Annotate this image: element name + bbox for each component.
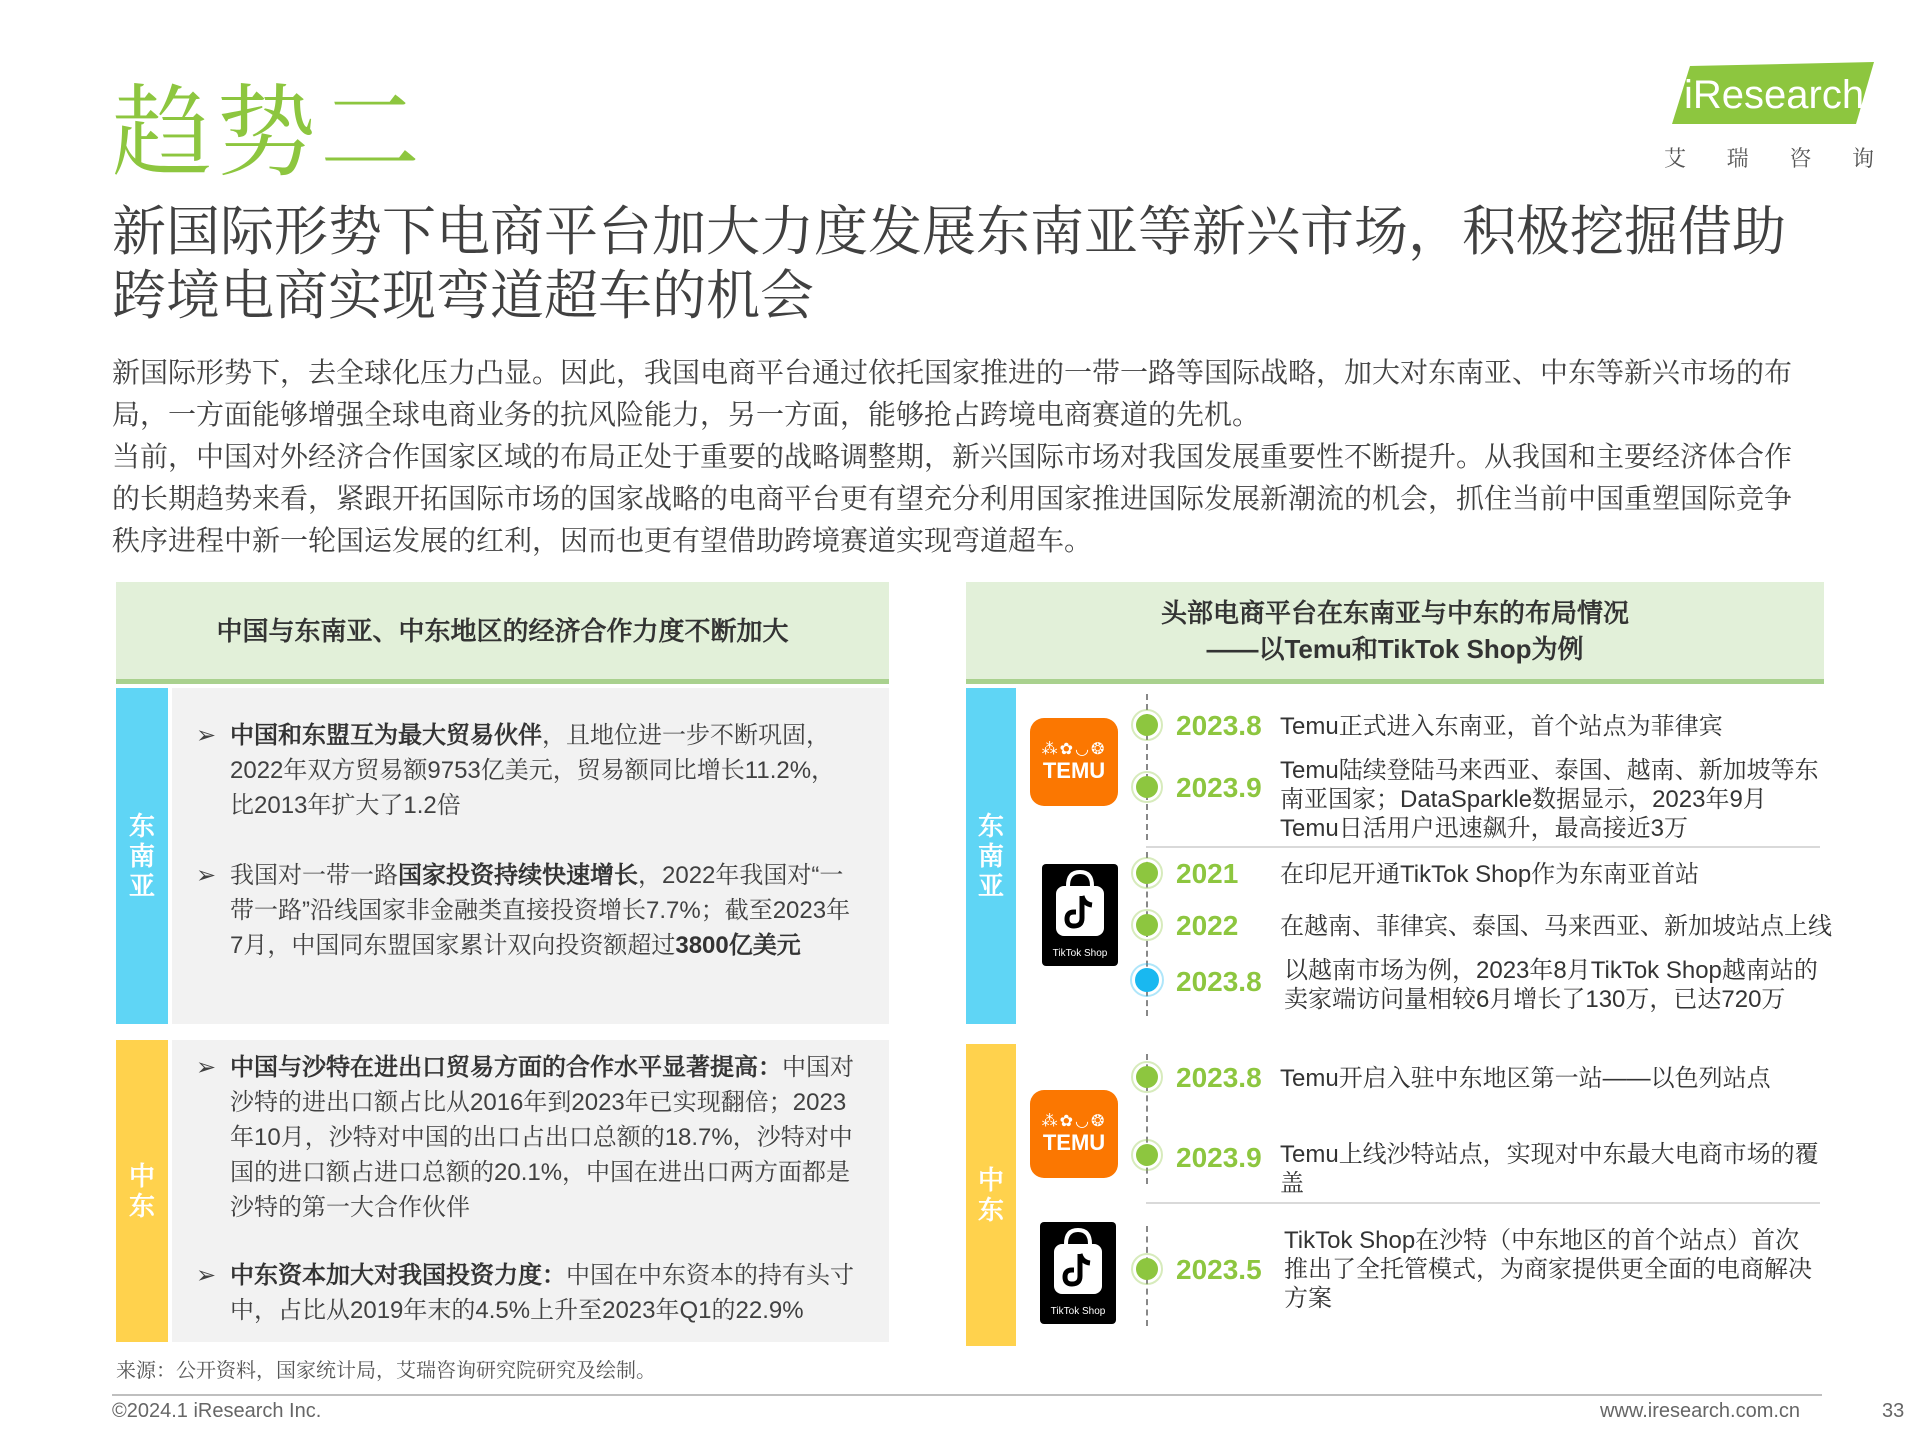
timeline-event: 在印尼开通TikTok Shop作为东南亚首站 [1280, 861, 1700, 888]
left-me-tab [116, 1040, 168, 1342]
temu-logo-text: TEMU [1042, 758, 1106, 783]
tiktok-shop-logo-text: TikTok Shop [1050, 1306, 1106, 1317]
intro-text [112, 352, 1812, 562]
timeline-separator [1146, 1202, 1820, 1204]
timeline-event: 在越南、菲律宾、泰国、马来西亚、新加坡站点上线 [1280, 913, 1832, 940]
temu-logo [1030, 718, 1118, 806]
website-link[interactable]: www.iresearch.com.cn [1600, 1400, 1801, 1422]
intro-paragraph-1: 新国际形势下，去全球化压力凸显。因此，我国电商平台通过依托国家推进的一带一路等国际战略，加大对东南亚、中东等新兴市场的布局，一方面能够增强全球电商业务的抗风险能力，另一方面，能够抢占跨境电商赛道的先机。 [112, 357, 1793, 430]
timeline-event: Temu上线沙特站点，实现对中东最大电商市场的覆盖 [1280, 1141, 1819, 1197]
arrow-bullet-icon: ➢ [196, 1054, 217, 1081]
tab-char: 东 [128, 811, 155, 841]
sea-bullet-2-bold: 国家投资持续快速增长 [398, 862, 638, 889]
temu-logo-icons: ⁂✿◡❂ [1041, 741, 1107, 758]
timeline-separator [1146, 846, 1820, 848]
me-bullet-1 [196, 1050, 856, 1225]
tiktok-shop-logo [1042, 864, 1118, 966]
iresearch-logo-mark [1668, 62, 1874, 124]
timeline-dot-icon [1136, 914, 1158, 936]
me-bullet-1-bold: 中国与沙特在进出口贸易方面的合作水平显著提高： [230, 1054, 782, 1081]
timeline-event: TikTok Shop在沙特（中东地区的首个站点）首次推出了全托管模式，为商家提供更全面的电商解决方案 [1284, 1227, 1812, 1312]
timeline-dot-icon [1136, 1066, 1158, 1088]
tiktok-shop-logo [1040, 1222, 1116, 1324]
right-me-tab [966, 1044, 1016, 1346]
left-me-content [172, 1040, 889, 1342]
tab-char: 亚 [977, 871, 1004, 901]
sea-bullet-2-text: ，2022年我国对“一带一路”沿线国家非金融类直接投资增长7.7%；截至2023年7月，中国同东盟国家累计双向投资额超过 [230, 862, 851, 959]
left-panel-title [116, 582, 889, 684]
tiktok-shop-logo-text: TikTok Shop [1052, 948, 1108, 959]
temu-logo-text: TEMU [1042, 1130, 1106, 1155]
tab-char: 南 [128, 841, 155, 871]
page-headline: 新国际形势下电商平台加大力度发展东南亚等新兴市场，积极挖掘借助跨境电商实现弯道超车的机会 [112, 202, 1786, 326]
tab-char: 中 [977, 1165, 1004, 1195]
sea-bullet-1-bold: 中国和东盟互为最大贸易伙伴 [230, 722, 542, 749]
tiktok-shop-bag-icon [1040, 1222, 1116, 1324]
timeline-year: 2023.9 [1176, 772, 1262, 803]
tab-char: 东 [977, 811, 1004, 841]
timeline-year: 2021 [1176, 858, 1239, 889]
me-bullet-2 [196, 1258, 856, 1328]
sea-bullet-2-bold-2: 3800亿美元 [675, 932, 801, 959]
arrow-bullet-icon: ➢ [196, 1262, 217, 1289]
timeline-event: Temu开启入驻中东地区第一站——以色列站点 [1280, 1065, 1771, 1092]
copyright: ©2024.1 iResearch Inc. [112, 1400, 322, 1422]
tab-char: 南 [977, 841, 1004, 871]
logo-cn-char: 询 [1851, 146, 1874, 171]
temu-logo [1030, 1090, 1118, 1178]
arrow-bullet-icon: ➢ [196, 722, 217, 749]
timeline-dot-icon [1135, 968, 1159, 992]
source-note: 来源：公开资料，国家统计局，艾瑞咨询研究院研究及绘制。 [116, 1360, 656, 1382]
timeline-year: 2023.9 [1176, 1142, 1262, 1173]
timeline-dot-icon [1136, 776, 1158, 798]
logo-chinese-name [1664, 142, 1874, 173]
logo-cn-char: 艾 [1664, 146, 1687, 171]
timeline-year: 2023.8 [1176, 1062, 1262, 1093]
trend-title: 趋势二 [112, 77, 424, 189]
me-bullet-2-text: 中国在中东资本的持有头寸中，占比从2019年末的4.5%上升至2023年Q1的22.9% [230, 1262, 854, 1324]
sea-bullet-2 [196, 858, 856, 963]
left-sea-content [172, 688, 889, 1024]
logo-cn-char: 瑞 [1726, 146, 1749, 171]
timeline-year: 2023.5 [1176, 1254, 1262, 1285]
left-panel-title-text: 中国与东南亚、中东地区的经济合作力度不断加大 [216, 615, 789, 646]
tab-char: 亚 [128, 871, 155, 901]
temu-logo-icons: ⁂✿◡❂ [1041, 1113, 1107, 1130]
timeline-dot-icon [1136, 862, 1158, 884]
right-sea-tab [966, 688, 1016, 1024]
timeline-event: Temu陆续登陆马来西亚、泰国、越南、新加坡等东南亚国家；DataSparkle数据显示，2023年9月Temu日活用户迅速飙升，最高接近3万 [1280, 757, 1819, 842]
iresearch-logo [1660, 62, 1876, 171]
timeline-year: 2023.8 [1176, 710, 1262, 741]
timeline-dot-icon [1136, 1144, 1158, 1166]
arrow-bullet-icon: ➢ [196, 862, 217, 889]
me-bullet-1-text: 中国对沙特的进出口额占比从2016年到2023年已实现翻倍；2023年10月，沙特对中国的出口占出口总额的18.7%，沙特对中国的进口额占进口总额的20.1%，中国在进出口两方面都是沙特的第一大合作伙伴 [230, 1054, 854, 1221]
timeline-dot-icon [1136, 714, 1158, 736]
logo-word-text: iResearch [1684, 73, 1865, 117]
right-panel-title [966, 582, 1824, 684]
timeline-dot-icon [1136, 1258, 1158, 1280]
tab-char: 中 [128, 1161, 155, 1191]
left-sea-tab [116, 688, 168, 1024]
sea-bullet-1 [196, 718, 856, 823]
tab-char: 东 [977, 1195, 1004, 1225]
right-panel-title-line-2: ——以Temu和TikTok Shop为例 [1206, 633, 1584, 664]
timeline-event: Temu正式进入东南亚，首个站点为菲律宾 [1280, 713, 1723, 740]
logo-cn-char: 咨 [1789, 146, 1812, 171]
sea-bullet-1-text: ，且地位进一步不断巩固，2022年双方贸易额9753亿美元，贸易额同比增长11.2%，比2013年扩大了1.2倍 [230, 722, 836, 819]
tiktok-shop-bag-icon [1042, 864, 1118, 966]
tab-char: 东 [128, 1191, 155, 1221]
intro-paragraph-2: 当前，中国对外经济合作国家区域的布局正处于重要的战略调整期，新兴国际市场对我国发展重要性不断提升。从我国和主要经济体合作的长期趋势来看，紧跟开拓国际市场的国家战略的电商平台更有望充分利用国家推进国际发展新潮流的机会，抓住当前中国重塑国际竞争秩序进程中新一轮国运发展的红利，因而也更有望借助跨境赛道实现弯道超车。 [112, 441, 1793, 556]
timeline-year: 2022 [1176, 910, 1239, 941]
footer-divider [112, 1394, 1822, 1396]
timeline-year: 2023.8 [1176, 966, 1262, 997]
page-number: 33 [1882, 1400, 1905, 1422]
me-bullet-2-bold: 中东资本加大对我国投资力度： [230, 1262, 566, 1289]
right-panel-title-line-1: 头部电商平台在东南亚与中东的布局情况 [1160, 597, 1629, 628]
sea-bullet-2-pre: 我国对一带一路 [230, 862, 398, 889]
timeline-event: 以越南市场为例，2023年8月TikTok Shop越南站的卖家端访问量相较6月增长了130万，已达720万 [1284, 957, 1818, 1013]
